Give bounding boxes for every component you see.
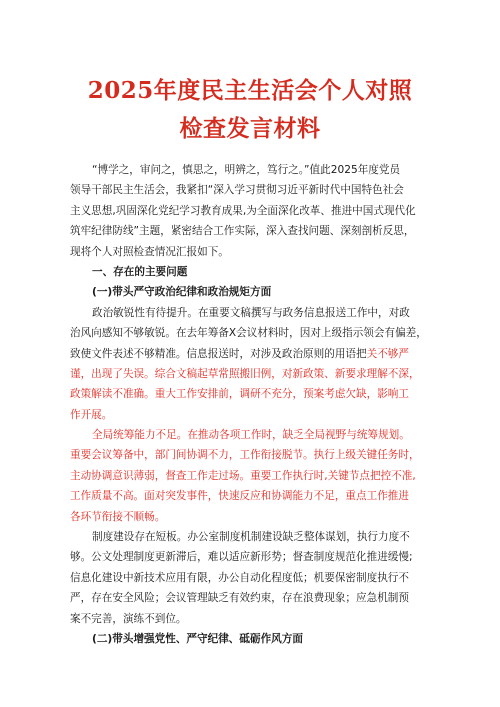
paragraph-2-line: 工作质量不高。面对突发事件，快速反应和协调能力不足，重点工作推进	[70, 490, 409, 503]
paragraph-3-line: 制度建设存在短板。办公室制度机制建设缺乏整体谋划，执行力度不	[92, 531, 410, 544]
paragraph-2-line: 重要会议筹备中，部门间协调不力，工作衔接脱节。执行上级关键任务时，	[70, 449, 420, 462]
paragraph-1-line: 作开展。	[70, 408, 113, 421]
paragraph-3-line: 够。公文处理制度更新滞后，难以适应新形势；督查制度规范化推进缓慢;	[70, 551, 413, 564]
paragraph-3-line: 信息化建设中新技术应用有限，办公自动化程度低；机要保密制度执行不	[70, 571, 409, 584]
paragraph-1-line: 政策解读不准确。重大工作安排前，调研不充分，预案考虑欠缺，影响工	[70, 388, 409, 401]
paragraph-1-line	[70, 344, 432, 364]
intro-line: 现将个人对照检查情况汇报如下。	[70, 245, 229, 258]
paragraph-1-red-text: 关不够严	[366, 347, 409, 360]
paragraph-1-text: 致使文件表述不够精准。信息报送时，对涉及政治原则的用语把	[70, 347, 367, 360]
paragraph-2-line: 主动协调意识薄弱，督查工作走过场。重要工作执行时,关键节点把控不准,	[70, 469, 416, 482]
paragraph-2-line: 全局统筹能力不足。在推动各项工作时，缺乏全局视野与统筹规划。	[92, 429, 410, 442]
title-line-1: 2025年度民主生活会个人对照	[87, 77, 413, 104]
paragraph-1-line: 政治敏锐性有待提升。在重要文稿撰写与政务信息报送工作中，对政	[92, 306, 410, 319]
intro-line: 筑牢纪律防线”主题，紧密结合工作实际，深入查找问题、深刻剖析反思，	[70, 225, 415, 238]
subsection-heading-1: (一)带头严守政治纪律和政治规矩方面	[92, 286, 272, 299]
intro-line: 领导干部民主生活会，我紧扣“深入学习贯彻习近平新时代中国特色社会	[70, 184, 404, 197]
document-body	[70, 160, 432, 649]
paragraph-1-line: 谨，出现了失误。综合文稿起草常照搬旧例，对新政策、新要求理解不深，	[70, 367, 420, 380]
section-heading-1: 一、存在的主要问题	[92, 265, 188, 278]
subsection-heading-2: (二)带头增强党性、严守纪律、砥砺作风方面	[92, 632, 303, 645]
paragraph-3-line: 严，存在安全风险；会议管理缺乏有效约束，存在浪费现象；应急机制预	[70, 592, 409, 605]
paragraph-2-line: 各环节衔接不顺畅。	[70, 510, 166, 523]
intro-line: 主义思想,巩固深化党纪学习教育成果,为全面深化改革、推进中国式现代化	[70, 204, 416, 217]
title-line-2: 检查发言材料	[179, 115, 321, 142]
paragraph-3-line: 案不完善，演练不到位。	[70, 612, 187, 625]
intro-line: “博学之，审问之，慎思之，明辨之，笃行之。”值此2025年度党员	[92, 164, 401, 176]
paragraph-1-line: 治风向感知不够敏锐。在去年筹备X会议材料时，因对上级指示领会有偏差，	[70, 327, 427, 340]
